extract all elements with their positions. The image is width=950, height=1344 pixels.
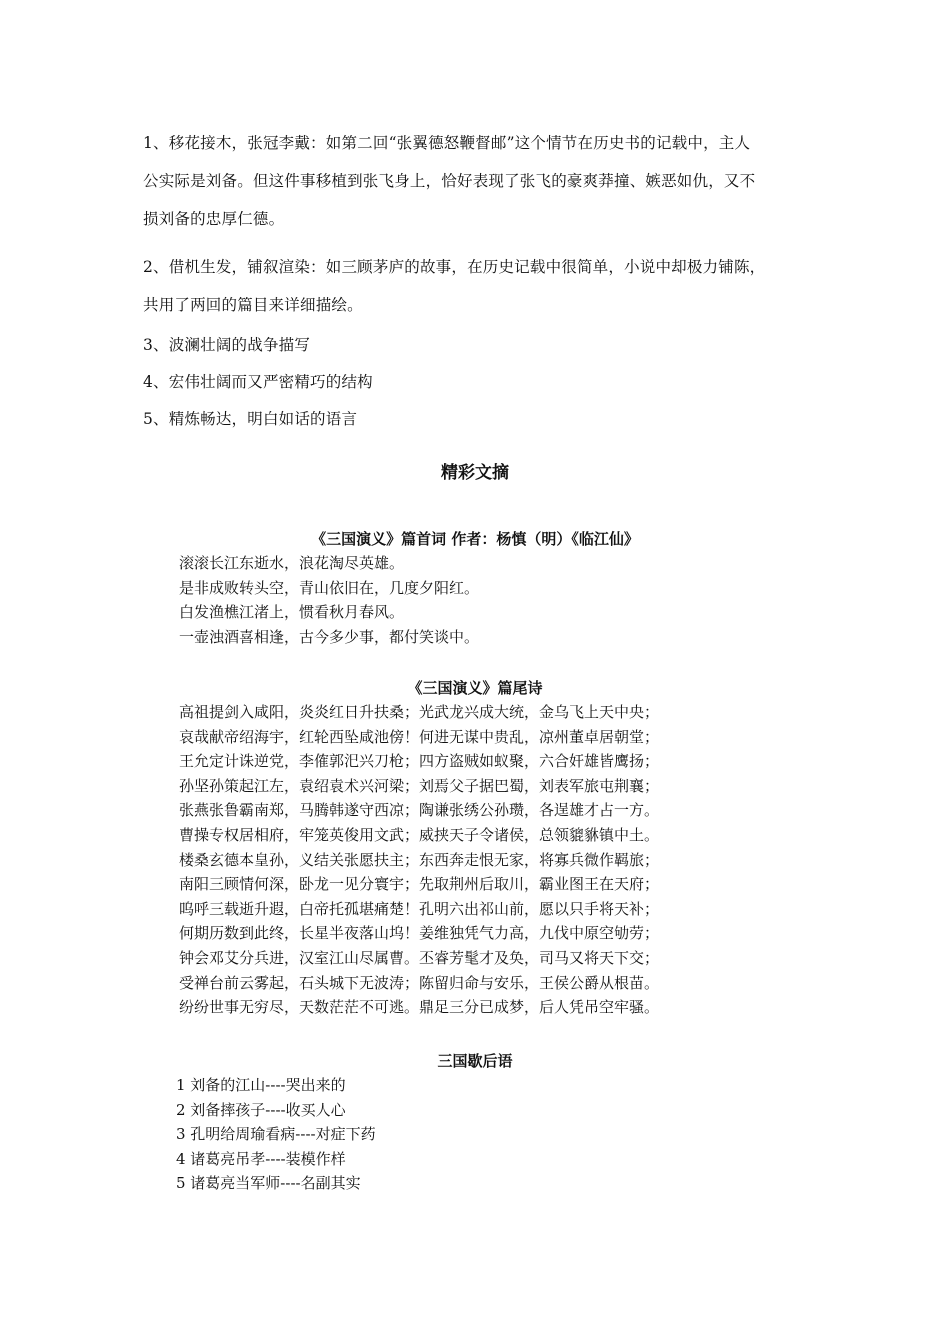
- poem-line: 孙坚孙策起江左，袁绍袁术兴河梁；刘焉父子据巴蜀，刘表军旅屯荆襄；: [179, 776, 660, 795]
- feature-line: 公实际是刘备。但这件事移植到张飞身上，恰好表现了张飞的豪爽莽撞、嫉恶如仇，又不: [143, 172, 756, 190]
- poem-line: 滚滚长江东逝水，浪花淘尽英雄。: [179, 554, 405, 572]
- feature-line: 共用了两回的篇目来详细描绘。: [143, 296, 363, 314]
- poem-line: 白发渔樵江渚上，惯看秋月春风。: [179, 603, 405, 622]
- feature-item-2: [143, 248, 815, 324]
- poem-line: 哀哉献帝绍海宇，红轮西坠咸池傍！何进无谋中贵乱，凉州董卓居朝堂；: [179, 727, 660, 746]
- list-item: 2 刘备摔孩子----收买人心: [176, 1100, 346, 1119]
- closing-poem: [179, 700, 799, 1020]
- poem-line: 王允定计诛逆党，李傕郭汜兴刀枪；四方盗贼如蚁聚，六合奸雄皆鹰扬；: [179, 752, 660, 771]
- feature-item-5: [143, 408, 815, 430]
- feature-item-4: [143, 371, 815, 393]
- list-item: 5 诸葛亮当军师----名副其实: [176, 1174, 361, 1193]
- feature-line: 4、宏伟壮阔而又严密精巧的结构: [143, 373, 373, 391]
- poem-line: 纷纷世事无穷尽，天数茫茫不可逃。鼎足三分已成梦，后人凭吊空牢骚。: [179, 998, 660, 1017]
- feature-item-3: [143, 334, 815, 356]
- list-item: 4 诸葛亮吊孝----装模作样: [176, 1149, 346, 1168]
- xiehouyu-list: [176, 1073, 576, 1196]
- opening-poem: [179, 551, 799, 649]
- feature-line: 3、波澜壮阔的战争描写: [143, 336, 311, 354]
- feature-line: 损刘备的忠厚仁德。: [143, 210, 285, 228]
- poem-line: 一壶浊酒喜相逢，古今多少事，都付笑谈中。: [179, 627, 480, 646]
- poem-line: 受禅台前云雾起，石头城下无波涛；陈留归命与安乐，王侯公爵从根苗。: [179, 973, 660, 992]
- artistic-features-list: [143, 124, 815, 445]
- xiehouyu-title: 三国歇后语: [437, 1052, 513, 1070]
- poem-line: 楼桑玄德本皇孙，义结关张愿扶主；东西奔走恨无家，将寡兵微作羁旅；: [179, 850, 660, 869]
- feature-line: 5、精炼畅达，明白如话的语言: [143, 410, 358, 428]
- section-title: 精彩文摘: [441, 463, 509, 483]
- poem-line: 张燕张鲁霸南郑，马腾韩遂守西凉；陶谦张绣公孙瓒，各逞雄才占一方。: [179, 801, 660, 820]
- list-item: 3 孔明给周瑜看病----对症下药: [176, 1125, 376, 1144]
- poem-line: 钟会邓艾分兵进，汉室江山尽属曹。丕睿芳髦才及奂，司马又将天下交；: [179, 948, 660, 967]
- closing-poem-title: 《三国演义》篇尾诗: [407, 679, 543, 697]
- opening-poem-title: 《三国演义》篇首词 作者：杨慎（明）《临江仙》: [311, 530, 639, 548]
- feature-line: 2、借机生发，铺叙渲染：如三顾茅庐的故事，在历史记载中很简单，小说中却极力铺陈，: [143, 258, 766, 276]
- list-item: 1 刘备的江山----哭出来的: [176, 1076, 346, 1094]
- poem-line: 呜呼三载逝升遐，白帝托孤堪痛楚！孔明六出祁山前，愿以只手将天补；: [179, 899, 660, 918]
- feature-item-1: [143, 124, 815, 238]
- poem-line: 何期历数到此终，长星半夜落山坞！姜维独凭气力高，九伐中原空劬劳；: [179, 924, 660, 943]
- poem-line: 曹操专权居相府，牢笼英俊用文武；威挟天子令诸侯，总领貔貅镇中土。: [179, 825, 660, 844]
- poem-line: 高祖提剑入咸阳，炎炎红日升扶桑；光武龙兴成大统，金乌飞上天中央；: [179, 703, 660, 721]
- feature-line: 1、移花接木，张冠李戴：如第二回“张翼德怒鞭督邮”这个情节在历史书的记载中，主人: [143, 134, 751, 152]
- poem-line: 南阳三顾情何深，卧龙一见分寰宇；先取荆州后取川，霸业图王在天府；: [179, 875, 660, 894]
- poem-line: 是非成败转头空，青山依旧在，几度夕阳红。: [179, 578, 480, 597]
